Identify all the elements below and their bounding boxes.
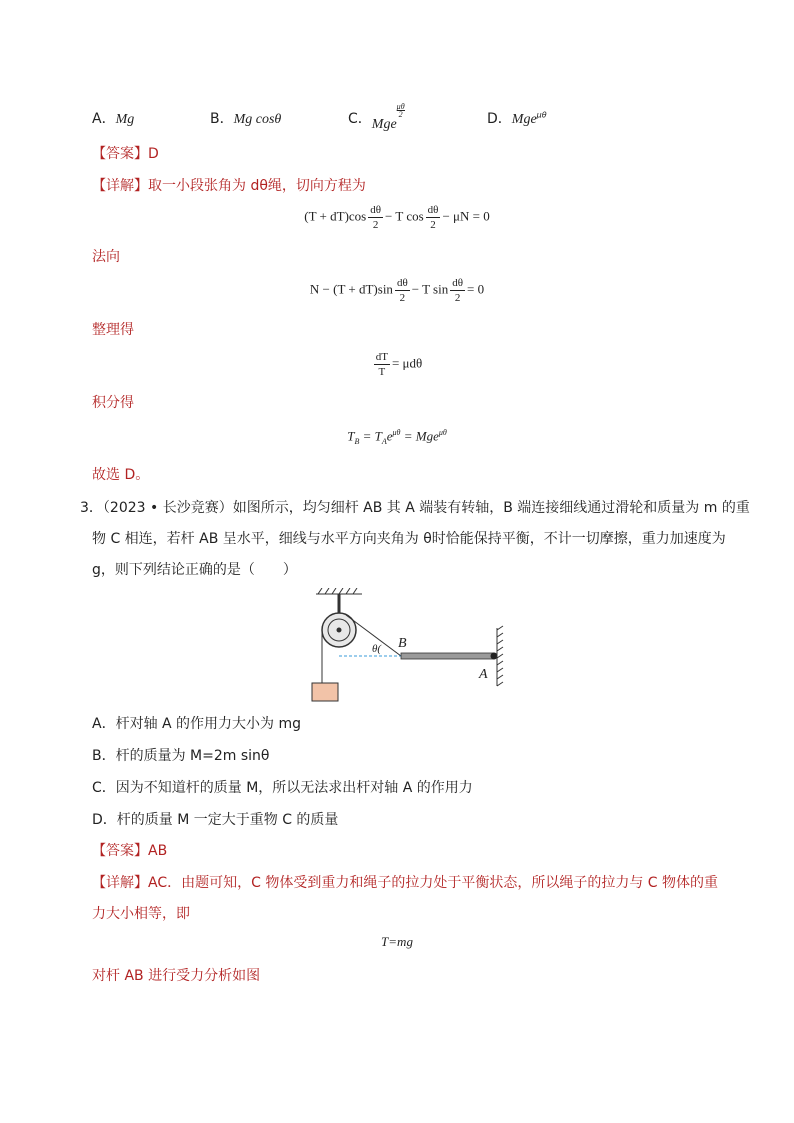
- answer-value: AB: [148, 843, 168, 859]
- frac-den: 2: [372, 219, 379, 231]
- frac-num: dθ: [370, 204, 382, 216]
- weight-block: [312, 683, 338, 701]
- answer-value: D: [148, 146, 159, 162]
- normal-label: 法向: [92, 249, 120, 265]
- wall-hatch: [497, 626, 503, 686]
- q3-stem-line1: 3．（2023 • 长沙竞赛）如图所示，均匀细杆 AB 其 A 端装有转轴，B 端连接细线通过滑轮和质量为 m 的重: [80, 500, 750, 516]
- detail-tag: 【详解】: [92, 178, 148, 194]
- eq-part: = μdθ: [391, 355, 423, 371]
- option-expr: Mge: [371, 117, 397, 132]
- eq-part: N − (T + dT)sin: [309, 281, 393, 297]
- detail-tag: 【详解】: [92, 875, 148, 891]
- option-expr: Mge: [511, 112, 537, 127]
- fraction: [368, 203, 383, 232]
- eq-part: e: [386, 428, 393, 444]
- q3-stem-line2: 物 C 相连，若杆 AB 呈水平，细线与水平方向夹角为 θ时恰能保持平衡，不计一切摩擦，重力加速度为: [92, 531, 726, 547]
- subscript: B: [354, 436, 360, 446]
- answer-tag: 【答案】: [92, 843, 148, 859]
- answer-tag: 【答案】: [92, 146, 148, 162]
- q2-conclusion: 故选 D。: [92, 467, 150, 483]
- q3-option-a: A．杆对轴 A 的作用力大小为 mg: [92, 716, 302, 732]
- exponent: μθ: [392, 428, 401, 437]
- equation-integrated: [0, 428, 794, 446]
- arrange-label: 整理得: [92, 322, 134, 338]
- exp-num: μθ: [396, 102, 405, 111]
- equation-differential: [0, 350, 794, 379]
- q3-option-c: C．因为不知道杆的质量 M，所以无法求出杆对轴 A 的作用力: [92, 780, 473, 796]
- q3-option-b: B．杆的质量为 M=2m sinθ: [92, 748, 270, 764]
- option-expr: Mg: [115, 112, 135, 127]
- option-d-prev: [487, 108, 547, 128]
- detail-text: AC．由题可知，C 物体受到重力和绳子的拉力处于平衡状态，所以绳子的拉力与 C 物体的重: [148, 875, 719, 891]
- frac-num: dθ: [427, 204, 439, 216]
- option-label: A．: [92, 111, 116, 127]
- eq-part: − T sin: [411, 281, 449, 297]
- pulley-axle: [337, 628, 342, 633]
- eq-part: − μN = 0: [442, 208, 490, 224]
- fraction: [374, 350, 390, 379]
- frac-den: 2: [430, 219, 436, 231]
- q3-stem-line3: g，则下列结论正确的是（ ）: [92, 562, 297, 578]
- option-label: B．: [210, 111, 234, 127]
- option-a-prev: [92, 108, 134, 128]
- fraction: [426, 203, 441, 232]
- eq-part: − T cos: [385, 208, 424, 224]
- option-b-prev: [210, 108, 281, 128]
- integrate-label: 积分得: [92, 395, 134, 411]
- eq-part: (T + dT)cos: [304, 208, 367, 224]
- q3-option-d: D．杆的质量 M 一定大于重物 C 的质量: [92, 812, 339, 828]
- eq-part: = 0: [466, 281, 485, 297]
- option-d-exponent: μθ: [536, 110, 547, 120]
- eq-part: = Mge: [400, 428, 439, 444]
- option-c-exponent: [397, 103, 405, 118]
- eq-part: = T: [359, 428, 382, 444]
- frac-den: 2: [399, 292, 406, 304]
- frac-den: T: [378, 366, 386, 378]
- frac-num: dθ: [452, 277, 463, 289]
- q3-final-line: 对杆 AB 进行受力分析如图: [92, 968, 261, 984]
- fraction: [395, 276, 410, 305]
- q2-answer: [92, 144, 159, 164]
- q3-answer: [92, 841, 167, 861]
- equation-normal: [0, 276, 794, 305]
- fraction: [450, 276, 465, 305]
- label-theta: θ(: [372, 643, 382, 655]
- option-label: C．: [348, 111, 372, 127]
- label-a: A: [479, 667, 488, 682]
- q2-detail: [92, 176, 366, 196]
- option-expr: Mg cosθ: [233, 112, 282, 127]
- equation-tension: T=mg: [381, 934, 413, 949]
- option-label: D．: [487, 111, 512, 127]
- detail-text: 取一小段张角为 dθ绳，切向方程为: [148, 178, 366, 194]
- label-b: B: [398, 636, 407, 651]
- eq-part: T: [347, 428, 355, 444]
- ceiling-hatch: [316, 588, 362, 594]
- hinge-a: [491, 653, 498, 660]
- subscript: A: [381, 436, 387, 446]
- equation-tangential: [0, 203, 794, 232]
- q3-detail-line2: 力大小相等，即: [92, 906, 190, 922]
- q3-detail-line1: [92, 873, 718, 893]
- exponent: μθ: [438, 428, 447, 437]
- rod-ab: [401, 653, 494, 659]
- frac-den: 2: [454, 292, 461, 304]
- exp-den: 2: [398, 110, 403, 119]
- frac-num: dT: [375, 351, 388, 363]
- frac-num: dθ: [396, 277, 408, 289]
- pulley-rod-figure: [300, 588, 520, 706]
